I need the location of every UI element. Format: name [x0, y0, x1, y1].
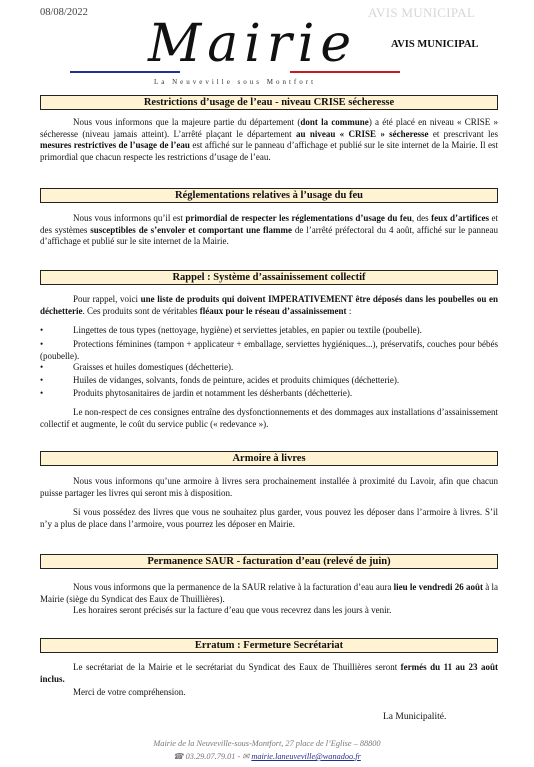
footer-email-link[interactable]: mairie.laneuveville@wanadoo.fr	[251, 752, 361, 761]
fire-regulations-paragraph: Nous vous informons qu’il est primordial de respecter les réglementations d’usage du feu, des feux d’artifices et des systèmes susceptibles de s’envoler et comportant une flamme de l’arrêté préfectoral du 4 août, affiché sur le panneau d’affichage et publié sur le site internet de la Mairie.	[40, 213, 499, 247]
watermark-text: AVIS MUNICIPAL	[368, 5, 476, 20]
footer-separator: -	[235, 752, 243, 761]
footer-contact	[0, 751, 534, 761]
erratum-paragraph-2: Merci de votre compréhension.	[73, 687, 186, 697]
commune-name: La Neuveville sous Montfort	[153, 78, 317, 86]
sanitation-intro-paragraph: Pour rappel, voici une liste de produits qui doivent IMPERATIVEMENT être déposés dans les poubelles ou en déchetterie. Ces produits sont de véritables fléaux pour le réseau d’assainissement :	[40, 294, 498, 316]
sanitation-warning-paragraph: Le non-respect de ces consignes entraîne des dysfonctionnements et des dommages aux installations d’assainissement collectif et augmente, le coût du service public (« redevance »).	[40, 407, 498, 429]
section-title-saur-billing: Permanence SAUR - facturation d’eau (relevé de juin)	[40, 554, 498, 569]
list-item: • Produits phytosanitaires de jardin et notamment les désherbants (déchetterie).	[40, 388, 353, 398]
book-cabinet-paragraph-1: Nous vous informons qu’une armoire à livres sera prochainement installée à proximité du Lavoir, afin que chacun puisse partager les livres qui seront mis à disposition.	[40, 476, 498, 498]
list-item: • Protections féminines (tampon + applicateur + emballage, serviettes hygiéniques...), préservatifs, couches pour bébés (poubelle).	[40, 339, 498, 361]
saur-billing-paragraph-2: Les horaires seront précisés sur la facture d’eau que vous recevrez dans les jours à venir.	[73, 605, 392, 615]
section-title-erratum: Erratum : Fermeture Secrétariat	[40, 638, 498, 653]
footer-phone: 03.29.07.79.01	[185, 752, 236, 761]
logo-script-text: Mairie	[148, 14, 358, 74]
section-title-sanitation: Rappel : Système d’assainissement collectif	[40, 270, 498, 285]
footer-address: Mairie de la Neuveville-sous-Montfort, 27 place de l’Eglise – 88800	[153, 739, 381, 748]
phone-icon: ☎	[173, 752, 184, 761]
section-title-fire-regulations: Réglementations relatives à l’usage du feu	[40, 188, 498, 203]
avis-municipal-title: AVIS MUNICIPAL	[391, 39, 479, 50]
bullet-icon: •	[40, 339, 44, 349]
water-restrictions-paragraph: Nous vous informons que la majeure partie du département (dont la commune) a été placé en niveau « CRISE » sécheresse (niveau jamais atteint). L’arrêté plaçant le département au niveau « CRISE » sécheresse et prescrivant les mesures restrictives de l’usage de l’eau est affiché sur le panneau d’affichage et publié sur le site internet de la Mairie. Il est primordial que chacun respecte les restrictions d’usage de l’eau.	[40, 117, 499, 162]
mairie-logo	[70, 14, 400, 98]
bullet-icon: •	[40, 388, 44, 398]
erratum-paragraph-1: Le secrétariat de la Mairie et le secrétariat du Syndicat des Eaux de Thuillières seront fermés du 11 au 23 août inclus.	[40, 662, 498, 684]
bullet-icon: •	[40, 362, 44, 372]
signature: La Municipalité.	[383, 712, 447, 722]
notice-date: 08/08/2022	[40, 7, 88, 18]
bullet-icon: •	[40, 325, 44, 335]
list-item: • Graisses et huiles domestiques (déchetterie).	[40, 362, 234, 372]
list-item: • Lingettes de tous types (nettoyage, hygiène) et serviettes jetables, en papier ou textile (poubelle).	[40, 325, 422, 335]
bullet-icon: •	[40, 375, 44, 385]
book-cabinet-paragraph-2: Si vous possédez des livres que vous ne souhaitez plus garder, vous pouvez les déposer dans l’armoire à livres. S’il n’y a plus de place dans l’armoire, vous pourrez les déposer en Mairie.	[40, 507, 498, 529]
list-item: • Huiles de vidanges, solvants, fonds de peinture, acides et produits chimiques (déchetterie).	[40, 375, 400, 385]
section-title-book-cabinet: Armoire à livres	[40, 451, 498, 466]
mailbox-icon: ✉	[242, 752, 250, 761]
section-title-water-restrictions: Restrictions d’usage de l’eau - niveau CRISE sécheresse	[40, 95, 498, 110]
saur-billing-paragraph-1: Nous vous informons que la permanence de la SAUR relative à la facturation d’eau aura lieu le vendredi 26 août à la Mairie (siège du Syndicat des Eaux de Thuillières).	[40, 582, 498, 604]
